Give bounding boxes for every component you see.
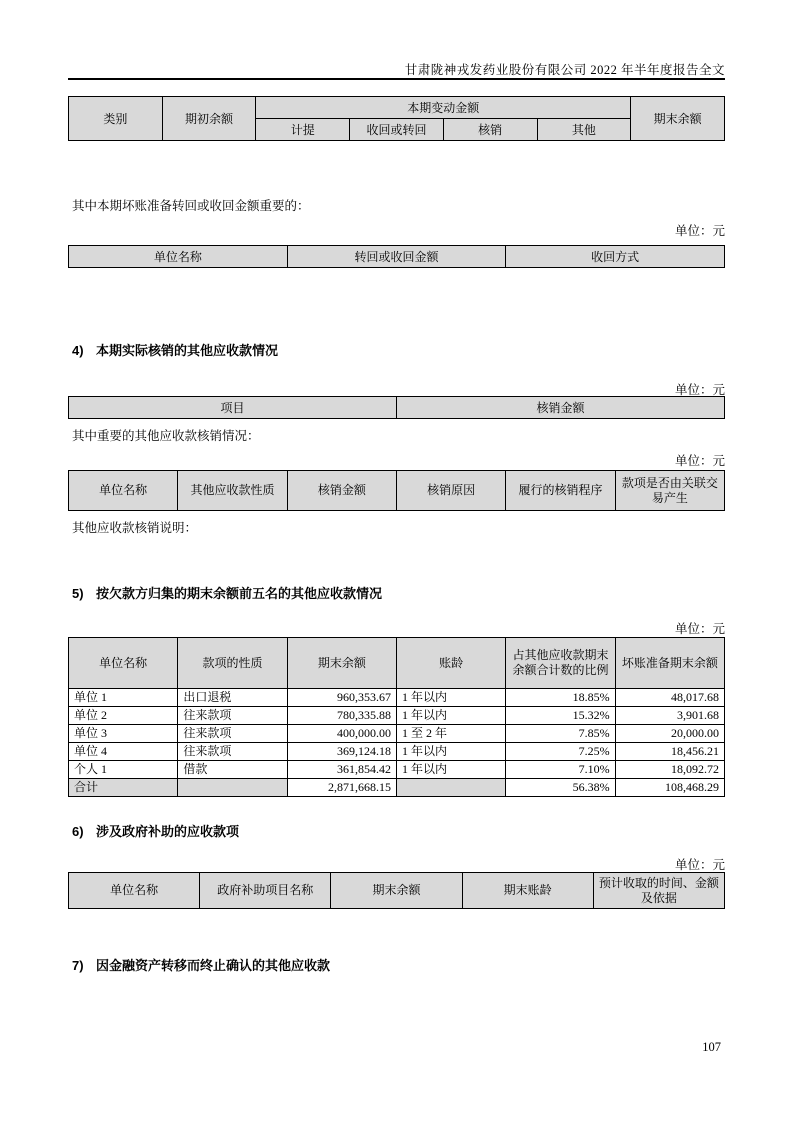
- col-header-closing-aging: 期末账龄: [462, 873, 593, 909]
- cell-closing-balance: 780,335.88: [287, 707, 396, 725]
- col-header-change-group: 本期变动金额: [256, 97, 631, 119]
- cell-unit-name: 单位 3: [69, 725, 178, 743]
- section-7-number: 7): [72, 958, 84, 973]
- col-header-bad-debt-closing: 坏账准备期末余额: [615, 638, 724, 689]
- cell-unit-name: 单位 4: [69, 743, 178, 761]
- col-header-recovery-method: 收回方式: [506, 246, 725, 268]
- col-header-unit-name: 单位名称: [69, 873, 200, 909]
- col-header-closing-balance: 期末余额: [331, 873, 462, 909]
- note-important-writeoff: 其中重要的其他应收款核销情况：: [72, 429, 260, 443]
- col-header-aging: 账龄: [396, 638, 505, 689]
- unit-label: 单位：元: [674, 622, 725, 636]
- table-total-row: [69, 779, 725, 797]
- cell-nature: 往来款项: [178, 707, 287, 725]
- top5-receivables-table: [68, 637, 725, 797]
- cell-ratio: 7.85%: [506, 725, 615, 743]
- cell-closing-balance: 369,124.18: [287, 743, 396, 761]
- header-rule: [68, 78, 725, 80]
- cell-bad-debt: 18,092.72: [615, 761, 724, 779]
- section-7-title: 因金融资产转移而终止确认的其他应收款: [96, 958, 331, 973]
- cell-aging: 1 至 2 年: [396, 725, 505, 743]
- col-header-writeoff: 核销: [443, 119, 537, 141]
- section-6-title: 涉及政府补助的应收款项: [96, 824, 240, 839]
- cell-ratio: 18.85%: [506, 689, 615, 707]
- col-header-expected-collection: 预计收取的时间、金额及依据: [593, 873, 724, 909]
- recovery-table: [68, 245, 725, 268]
- col-header-closing-balance: 期末余额: [287, 638, 396, 689]
- cell-closing-balance: 361,854.42: [287, 761, 396, 779]
- col-header-other: 其他: [537, 119, 631, 141]
- section-4-number: 4): [72, 343, 84, 358]
- important-writeoff-table: [68, 470, 725, 511]
- cell-bad-debt: 48,017.68: [615, 689, 724, 707]
- cell-total-bad-debt: 108,468.29: [615, 779, 724, 797]
- cell-ratio: 7.10%: [506, 761, 615, 779]
- cell-total-ratio: 56.38%: [506, 779, 615, 797]
- section-5-title: 按欠款方归集的期末余额前五名的其他应收款情况: [96, 586, 383, 601]
- col-header-receivable-nature: 其他应收款性质: [178, 471, 287, 511]
- col-header-category: 类别: [69, 97, 163, 141]
- col-header-recover-reverse: 收回或转回: [350, 119, 444, 141]
- col-header-writeoff-amount: 核销金额: [287, 471, 396, 511]
- report-header-title: 甘肃陇神戎发药业股份有限公司 2022 年半年度报告全文: [404, 63, 725, 77]
- col-header-nature: 款项的性质: [178, 638, 287, 689]
- col-header-accrual: 计提: [256, 119, 350, 141]
- col-header-ratio: 占其他应收款期末余额合计数的比例: [506, 638, 615, 689]
- cell-nature: 借款: [178, 761, 287, 779]
- unit-label: 单位：元: [674, 858, 725, 872]
- cell-bad-debt: 3,901.68: [615, 707, 724, 725]
- table-row: [69, 689, 725, 707]
- table-row: [69, 743, 725, 761]
- section-5-number: 5): [72, 586, 84, 601]
- table-row: [69, 707, 725, 725]
- col-header-recovery-amount: 转回或收回金额: [287, 246, 506, 268]
- section-5-heading: [72, 583, 725, 602]
- page-number: 107: [702, 1040, 721, 1054]
- section-4-title: 本期实际核销的其他应收款情况: [96, 343, 279, 358]
- unit-label: 单位：元: [674, 454, 725, 468]
- cell-bad-debt: 18,456.21: [615, 743, 724, 761]
- col-header-closing-balance: 期末余额: [631, 97, 725, 141]
- cell-nature: 往来款项: [178, 743, 287, 761]
- col-header-writeoff-amount: 核销金额: [397, 397, 725, 419]
- col-header-subsidy-project: 政府补助项目名称: [200, 873, 331, 909]
- col-header-related-transaction: 款项是否由关联交易产生: [615, 471, 724, 511]
- bad-debt-change-table: [68, 96, 725, 141]
- cell-aging: 1 年以内: [396, 761, 505, 779]
- unit-label: 单位：元: [674, 224, 725, 238]
- gov-subsidy-table: [68, 872, 725, 909]
- table-row: [69, 725, 725, 743]
- cell-empty: [396, 779, 505, 797]
- section-4-heading: [72, 340, 725, 359]
- table-row: [69, 761, 725, 779]
- cell-closing-balance: 960,353.67: [287, 689, 396, 707]
- cell-unit-name: 单位 1: [69, 689, 178, 707]
- cell-closing-balance: 400,000.00: [287, 725, 396, 743]
- col-header-item: 项目: [69, 397, 397, 419]
- unit-label: 单位：元: [674, 383, 725, 397]
- writeoff-table: [68, 396, 725, 419]
- col-header-unit-name: 单位名称: [69, 638, 178, 689]
- cell-unit-name: 单位 2: [69, 707, 178, 725]
- cell-total-label: 合计: [69, 779, 178, 797]
- cell-nature: 往来款项: [178, 725, 287, 743]
- col-header-writeoff-reason: 核销原因: [396, 471, 505, 511]
- col-header-unit-name: 单位名称: [69, 471, 178, 511]
- note-writeoff-note: 其他应收款核销说明：: [72, 521, 198, 535]
- section-6-number: 6): [72, 824, 84, 839]
- cell-aging: 1 年以内: [396, 707, 505, 725]
- cell-aging: 1 年以内: [396, 689, 505, 707]
- note-important-recovery: 其中本期坏账准备转回或收回金额重要的：: [72, 199, 310, 213]
- cell-total-closing-balance: 2,871,668.15: [287, 779, 396, 797]
- section-6-heading: [72, 821, 725, 840]
- cell-ratio: 15.32%: [506, 707, 615, 725]
- cell-ratio: 7.25%: [506, 743, 615, 761]
- col-header-opening-balance: 期初余额: [162, 97, 256, 141]
- cell-bad-debt: 20,000.00: [615, 725, 724, 743]
- col-header-unit-name: 单位名称: [69, 246, 288, 268]
- col-header-writeoff-procedure: 履行的核销程序: [506, 471, 615, 511]
- cell-aging: 1 年以内: [396, 743, 505, 761]
- section-7-heading: [72, 955, 725, 974]
- cell-nature: 出口退税: [178, 689, 287, 707]
- cell-unit-name: 个人 1: [69, 761, 178, 779]
- cell-empty: [178, 779, 287, 797]
